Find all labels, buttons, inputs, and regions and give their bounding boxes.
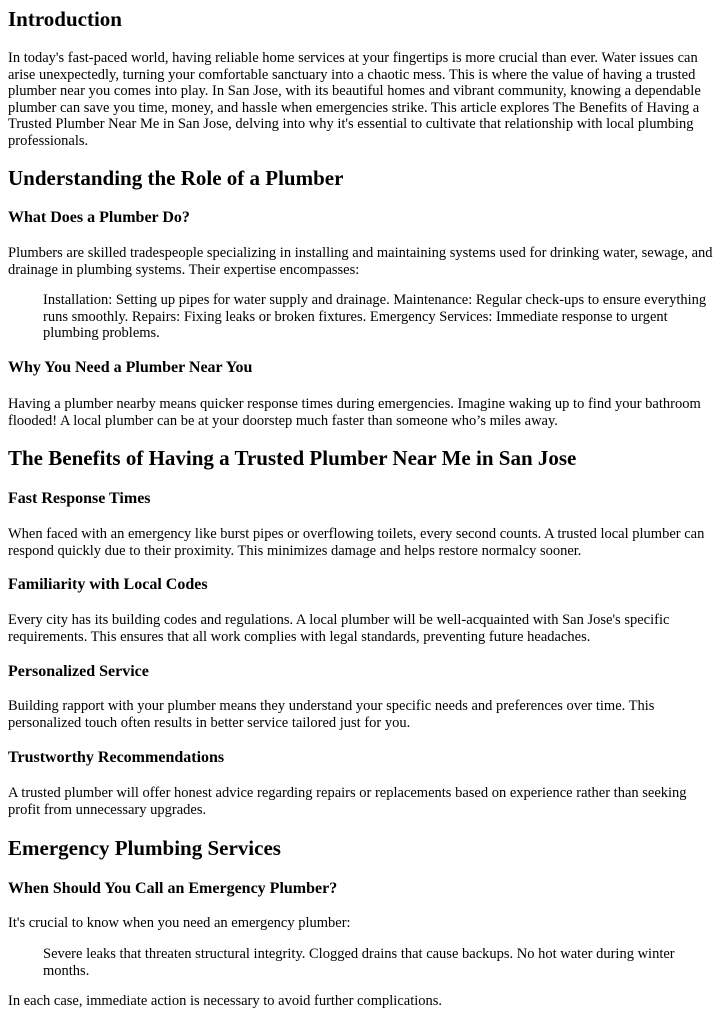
emergency-heading: Emergency Plumbing Services [8, 836, 281, 860]
personal-heading: Personalized Service [8, 663, 149, 680]
what-quote: Installation: Setting up pipes for water supply and drainage. Maintenance: Regular check-ups to ensure everything runs smoothly. Repairs: Fixing leaks or broken fixtures. Emergency Services: Immediate response to urgent plumbing problems. [43, 292, 707, 341]
intro-paragraph: In today's fast-paced world, having reliable home services at your fingertips is more crucial than ever. Water issues can arise unexpectedly, turning your comfortable sanctuary into a chaotic mess. This is where the value of having a trusted plumber near you comes into play. In San Jose, with its beautiful homes and vibrant community, knowing a dependable plumber can save you time, money, and hassle when emergencies strike. This article explores The Benefits of Having a Trusted Plumber Near Me in San Jose, delving into why it's essential to cultivate that relationship with local plumbing professionals. [8, 50, 701, 149]
why-paragraph: Having a plumber nearby means quicker response times during emergencies. Imagine waking up to find your bathroom flooded! A local plumber can be at your doorstep much faster than someone who’s miles away. [8, 396, 701, 429]
fast-paragraph: When faced with an emergency like burst pipes or overflowing toilets, every second counts. A trusted local plumber can respond quickly due to their proximity. This minimizes damage and helps restore normalcy sooner. [8, 526, 705, 559]
when-heading: When Should You Call an Emergency Plumber? [8, 880, 338, 897]
when-quote: Severe leaks that threaten structural integrity. Clogged drains that cause backups. No hot water during winter months. [43, 946, 675, 979]
trust-paragraph: A trusted plumber will offer honest advice regarding repairs or replacements based on experience rather than seeking profit from unnecessary upgrades. [8, 785, 687, 818]
personal-paragraph: Building rapport with your plumber means they understand your specific needs and preferences over time. This personalized touch often results in better service tailored just for you. [8, 698, 655, 731]
what-paragraph: Plumbers are skilled tradespeople specializing in installing and maintaining systems used for drinking water, sewage, and drainage in plumbing systems. Their expertise encompasses: [8, 245, 713, 278]
when-paragraph: It's crucial to know when you need an emergency plumber: [8, 915, 351, 931]
role-heading: Understanding the Role of a Plumber [8, 166, 344, 190]
why-heading: Why You Need a Plumber Near You [8, 359, 253, 376]
codes-paragraph: Every city has its building codes and regulations. A local plumber will be well-acquainted with San Jose's specific requirements. This ensures that all work complies with legal standards, preventing future headaches. [8, 612, 670, 645]
when-closing: In each case, immediate action is necessary to avoid further complications. [8, 993, 443, 1009]
what-heading: What Does a Plumber Do? [8, 209, 190, 226]
intro-heading: Introduction [8, 7, 122, 31]
codes-heading: Familiarity with Local Codes [8, 576, 208, 593]
benefits-heading: The Benefits of Having a Trusted Plumber Near Me in San Jose [8, 446, 577, 470]
fast-heading: Fast Response Times [8, 490, 151, 507]
trust-heading: Trustworthy Recommendations [8, 749, 225, 766]
